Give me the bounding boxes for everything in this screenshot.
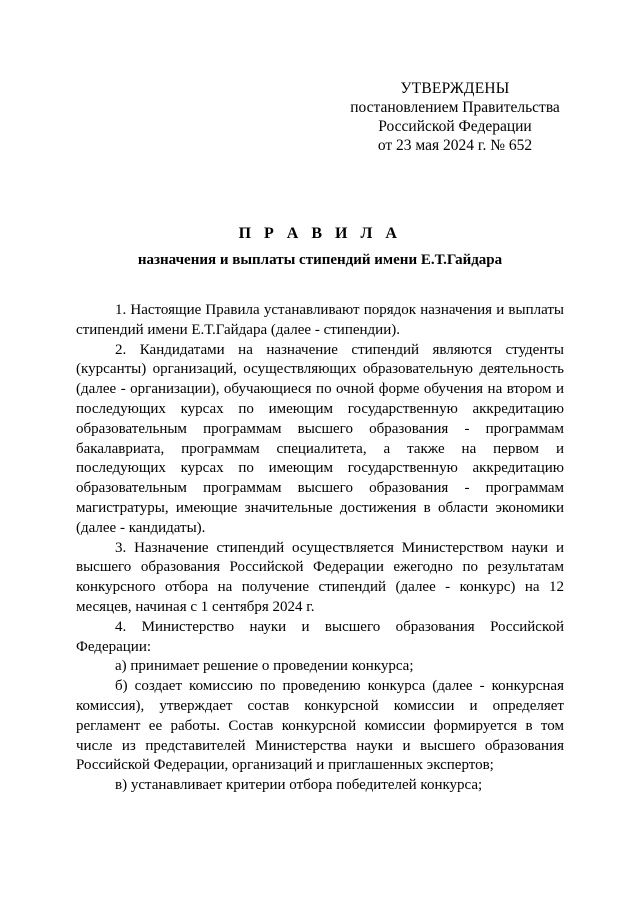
paragraph-2: 2. Кандидатами на назначение стипендий являются студенты (курсанты) организаций, осуществляющих образовательную деятельность (далее - организации), обучающиеся по очной форме обучения на втором и последующих курсах по имеющим государственную аккредитацию образовательным программам высшего образования - программам бакалавриата, программам специалитета, а также на первом и последующих курсах по имеющим государственную аккредитацию образовательным программам высшего образования - программам магистратуры, имеющие значительные достижения в области экономики (далее - кандидаты). xyxy=(76,341,564,536)
paragraph-4v: в) устанавливает критерии отбора победителей конкурса; xyxy=(115,777,483,794)
paragraph-4: 4. Министерство науки и высшего образования Российской Федерации: xyxy=(76,618,564,655)
paragraph-1: 1. Настоящие Правила устанавливают порядок назначения и выплаты стипендий имени Е.Т.Гайдара (далее - стипендии). xyxy=(76,302,564,338)
paragraph-4b: б) создает комиссию по проведению конкурса (далее - конкурсная комиссия), утверждает состав конкурсной комиссии и определяет регламент ее работы. Состав конкурсной комиссии формируется в том числе из представителей Министерства науки и высшего образования Российской Федерации, организаций и приглашенных экспертов; xyxy=(76,678,564,774)
paragraph-3: 3. Назначение стипендий осуществляется Министерством науки и высшего образования Российской Федерации ежегодно по результатам конкурсного отбора на получение стипендий (далее - конкурс) на 12 месяцев, начиная с 1 сентября 2024 г. xyxy=(76,539,564,615)
document-subtitle: назначения и выплаты стипендий имени Е.Т.Гайдара xyxy=(137,252,503,268)
document-title: П Р А В И Л А xyxy=(238,225,402,242)
approval-line-resolution: постановлением Правительства xyxy=(350,99,560,116)
approval-stamp xyxy=(330,79,580,155)
document-body xyxy=(76,301,564,796)
approval-line-country: Российской Федерации xyxy=(378,118,532,135)
paragraph-4a: а) принимает решение о проведении конкурса; xyxy=(115,658,414,675)
approval-line-date: от 23 мая 2024 г. № 652 xyxy=(377,137,533,154)
approval-heading: УТВЕРЖДЕНЫ xyxy=(400,80,510,97)
